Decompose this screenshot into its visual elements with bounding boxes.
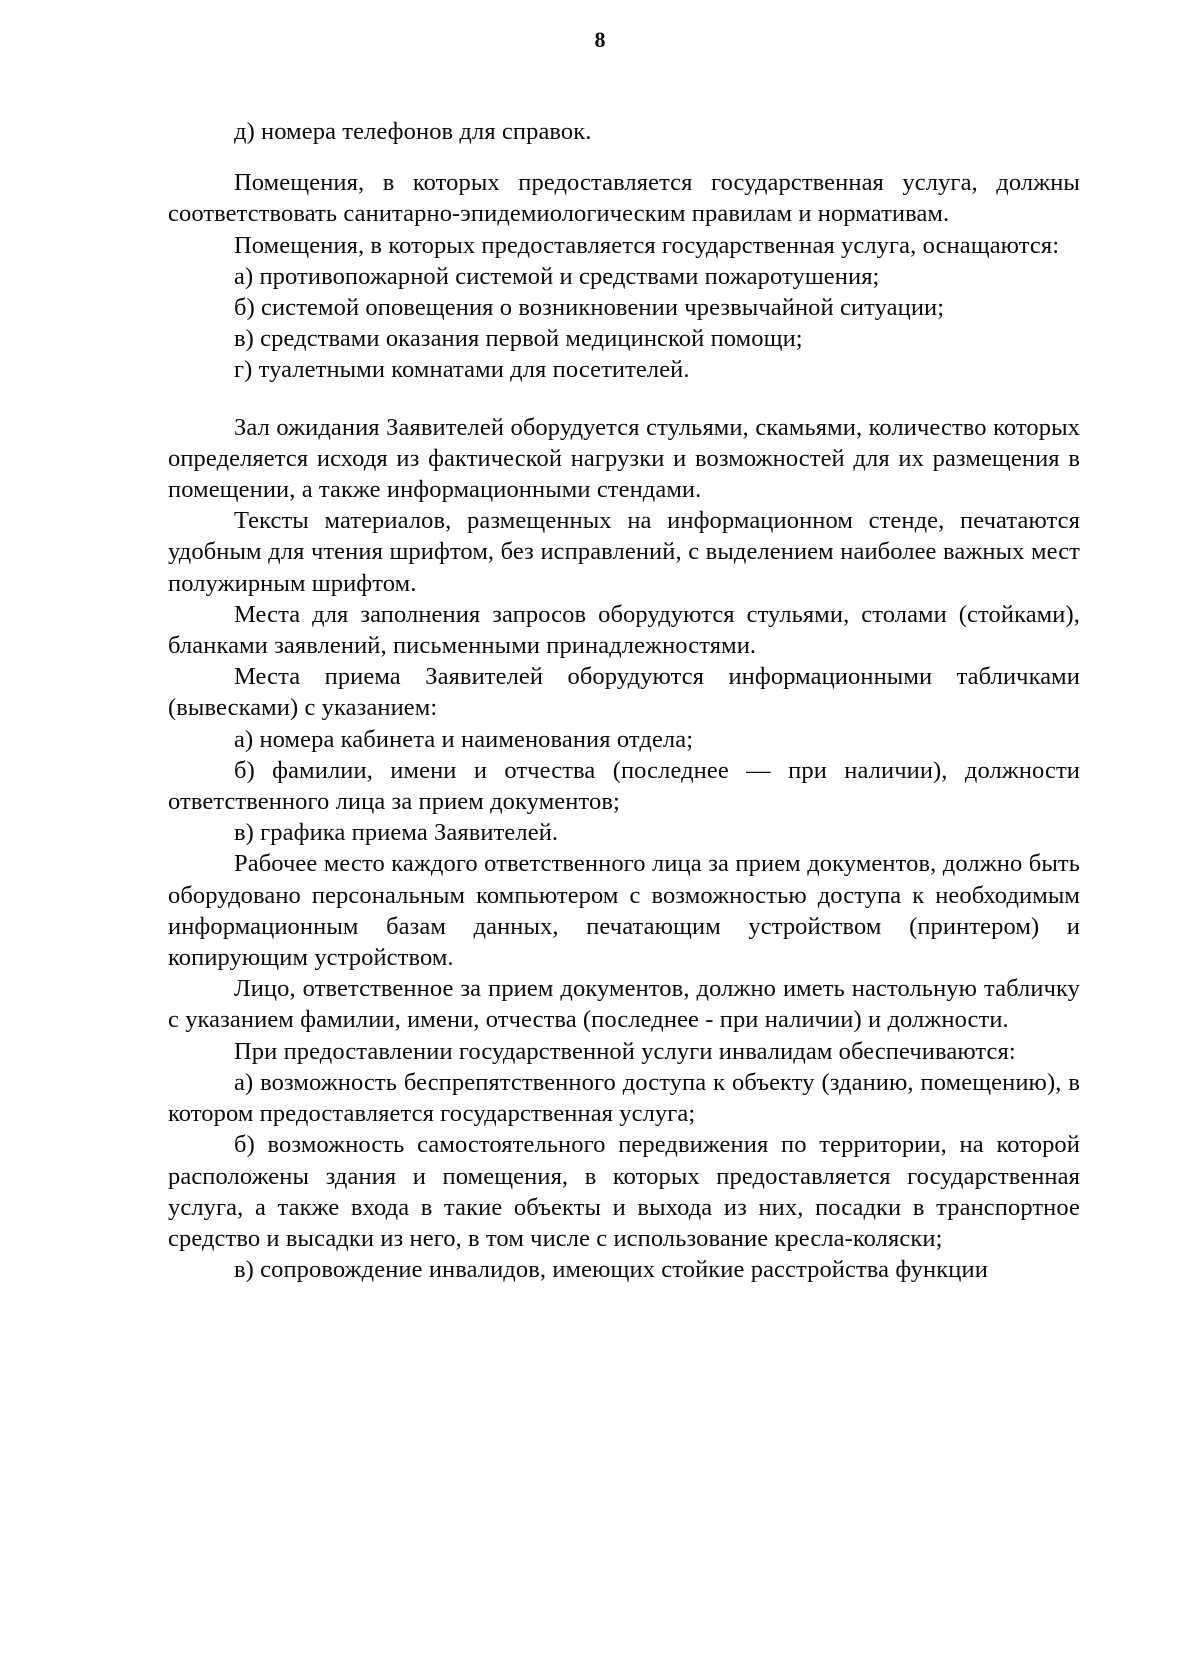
page-number: 8	[594, 27, 606, 52]
list-item-schedule: в) графика приема Заявителей.	[234, 819, 559, 847]
list-item-fire-system: а) противопожарной системой и средствами пожаротушения;	[234, 262, 880, 290]
list-item-unobstructed-access: а) возможность беспрепятственного доступа к объекту (зданию, помещению), в котором предоставляется государственная услуга;	[168, 1068, 1080, 1128]
paragraph-waiting-room: Зал ожидания Заявителей оборудуется стульями, скамьями, количество которых определяется исходя из фактической нагрузки и возможностей для их размещения в помещении, а также информационными стендами.	[168, 413, 1080, 504]
list-item-toilets: г) туалетными комнатами для посетителей.	[234, 356, 690, 384]
list-item-phones: д) номера телефонов для справок.	[234, 118, 592, 145]
paragraph-nameplate: Лицо, ответственное за прием документов, должно иметь настольную табличку с указанием фамилии, имени, отчества (последнее - при наличии) и должности.	[168, 975, 1080, 1034]
list-item-responsible-name: б) фамилии, имени и отчества (последнее — при наличии), должности ответственного лица за прием документов;	[168, 756, 1080, 816]
list-item-first-aid: в) средствами оказания первой медицинской помощи;	[234, 325, 803, 353]
paragraph-premises-sanitary: Помещения, в которых предоставляется государственная услуга, должны соответствовать санитарно-эпидемиологическим правилам и нормативам.	[168, 169, 1080, 228]
list-item-alert-system: б) системой оповещения о возникновении чрезвычайной ситуации;	[234, 294, 945, 322]
paragraph-disabled-provisions: При предоставлении государственной услуги инвалидам обеспечиваются:	[234, 1037, 1016, 1065]
paragraph-workplace: Рабочее место каждого ответственного лица за прием документов, должно быть оборудовано персональным компьютером с возможностью доступа к необходимым информационным базам данных, печатающим устройством (принтером) и копирующим устройством.	[168, 850, 1080, 972]
list-item-independent-movement: б) возможность самостоятельного передвижения по территории, на которой расположены здания и помещения, в которых предоставляется государственная услуга, а также входа в такие объекты и выхода из них, посадки в транспортное средство и высадки из него, в том числе с использование кресла-коляски;	[168, 1131, 1080, 1252]
paragraph-request-places: Места для заполнения запросов оборудуются стульями, столами (стойками), бланками заявлений, письменными принадлежностями.	[168, 600, 1080, 660]
list-item-office-number: а) номера кабинета и наименования отдела;	[234, 725, 694, 753]
paragraph-stand-texts: Тексты материалов, размещенных на информационном стенде, печатаются удобным для чтения шрифтом, без исправлений, с выделением наиболее важных мест полужирным шрифтом.	[168, 507, 1080, 597]
paragraph-premises-equipped: Помещения, в которых предоставляется государственная услуга, оснащаются:	[234, 231, 1060, 259]
list-item-escort: в) сопровождение инвалидов, имеющих стойкие расстройства функции	[234, 1256, 988, 1284]
paragraph-reception-places: Места приема Заявителей оборудуются информационными табличками (вывесками) с указанием:	[168, 663, 1080, 722]
